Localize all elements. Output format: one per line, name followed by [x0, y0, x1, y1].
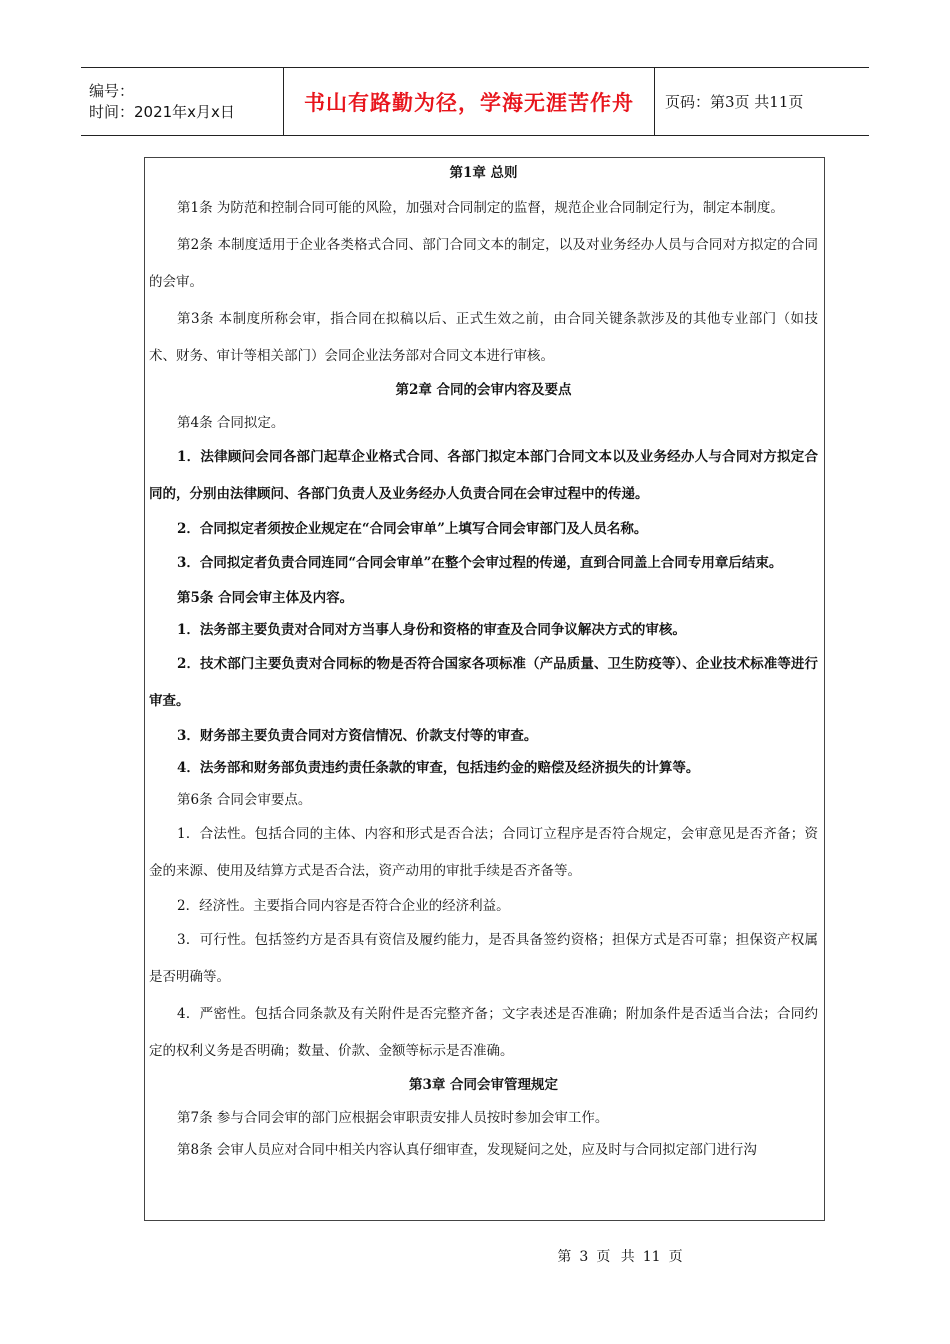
page-header: [81, 67, 869, 136]
article-paragraph: 2．技术部门主要负责对合同标的物是否符合国家各项标准（产品质量、卫生防疫等）、企业技术标准等进行审查。: [149, 656, 818, 709]
page-footer: [0, 1246, 950, 1266]
article-paragraph: 4．严密性。包括合同条款及有关附件是否完整齐备；文字表述是否准确；附加条件是否适当合法；合同约定的权利义务是否明确；数量、价款、金额等标示是否准确。: [149, 1006, 818, 1059]
article-paragraph: 1．合法性。包括合同的主体、内容和形式是否合法；合同订立程序是否符合规定，会审意见是否齐备；资金的来源、使用及结算方式是否合法，资产动用的审批手续是否齐备等。: [149, 826, 818, 879]
article-paragraph: 第4条 合同拟定。: [177, 415, 285, 431]
footer-prefix: 第: [557, 1249, 572, 1265]
article-paragraph: 第5条 合同会审主体及内容。: [177, 590, 354, 606]
footer-mid: 页 共: [596, 1249, 635, 1265]
article-paragraph: 3．财务部主要负责合同对方资信情况、价款支付等的审查。: [177, 728, 538, 744]
footer-current-page: 3: [579, 1249, 589, 1265]
article-paragraph: 1．法务部主要负责对合同对方当事人身份和资格的审查及合同争议解决方式的审核。: [177, 622, 686, 638]
document-body-frame: [144, 157, 825, 1221]
article-paragraph: 2．合同拟定者须按企业规定在“合同会审单”上填写合同会审部门及人员名称。: [177, 521, 648, 537]
article-paragraph: 第2条 本制度适用于企业各类格式合同、部门合同文本的制定，以及对业务经办人员与合同对方拟定的合同的会审。: [149, 237, 818, 290]
article-paragraph: 4．法务部和财务部负责违约责任条款的审查，包括违约金的赔偿及经济损失的计算等。: [177, 760, 700, 776]
chapter-heading: 第1章 总则: [449, 165, 518, 181]
header-motto: 书山有路勤为径，学海无涯苦作舟: [304, 90, 634, 115]
article-paragraph: 第3条 本制度所称会审，指合同在拟稿以后、正式生效之前，由合同关键条款涉及的其他专业部门（如技术、财务、审计等相关部门）会同企业法务部对合同文本进行审核。: [149, 311, 818, 364]
document-time-label: 时间：2021年x月x日: [89, 102, 235, 121]
article-paragraph: 2．经济性。主要指合同内容是否符合企业的经济利益。: [177, 898, 510, 914]
article-paragraph: 1．法律顾问会同各部门起草企业格式合同、各部门拟定本部门合同文本以及业务经办人与合同对方拟定合同的，分别由法律顾问、各部门负责人及业务经办人负责合同在会审过程中的传递。: [149, 449, 818, 502]
header-motto-cell: [283, 68, 655, 135]
header-meta: [81, 68, 283, 135]
document-number-label: 编号：: [89, 81, 135, 100]
footer-suffix: 页: [668, 1249, 683, 1265]
footer-total-pages: 11: [642, 1249, 661, 1265]
header-page-info: 页码：第3页 共11页: [665, 93, 804, 111]
article-paragraph: 第7条 参与合同会审的部门应根据会审职责安排人员按时参加会审工作。: [177, 1110, 609, 1126]
header-page-info-cell: [655, 68, 869, 135]
chapter-heading: 第3章 合同会审管理规定: [408, 1077, 559, 1093]
chapter-heading: 第2章 合同的会审内容及要点: [395, 382, 572, 398]
article-paragraph: 3．可行性。包括签约方是否具有资信及履约能力，是否具备签约资格；担保方式是否可靠；担保资产权属是否明确等。: [149, 932, 818, 985]
article-paragraph: 3．合同拟定者负责合同连同“合同会审单”在整个会审过程的传递，直到合同盖上合同专用章后结束。: [177, 555, 783, 571]
article-paragraph: 第1条 为防范和控制合同可能的风险，加强对合同制定的监督，规范企业合同制定行为，制定本制度。: [177, 200, 784, 216]
document-content: [145, 158, 824, 1166]
article-paragraph: 第6条 合同会审要点。: [177, 792, 312, 808]
article-paragraph: 第8条 会审人员应对合同中相关内容认真仔细审查，发现疑问之处，应及时与合同拟定部门进行沟: [177, 1142, 757, 1158]
